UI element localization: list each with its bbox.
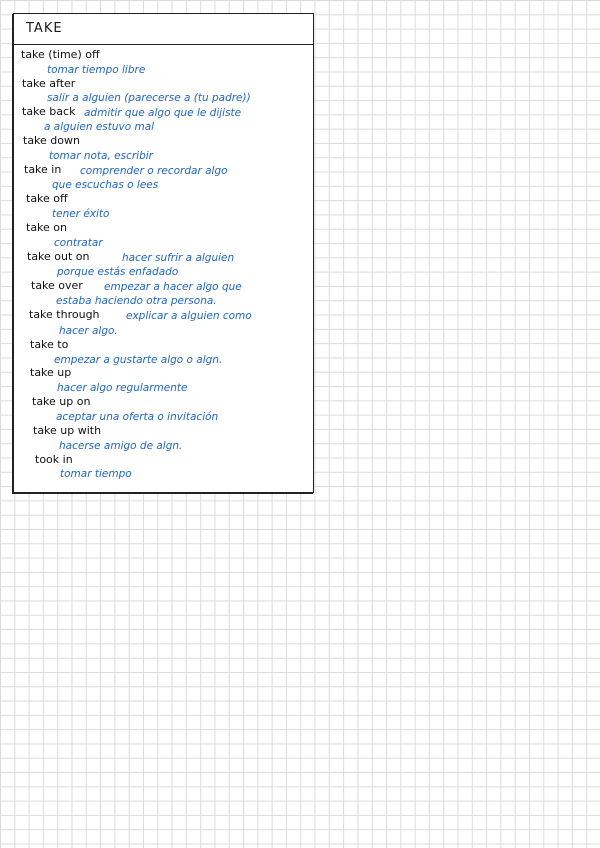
definition-take-back: admitir que algo que le dijiste bbox=[84, 107, 242, 119]
definition-took-in: tomar tiempo bbox=[60, 468, 132, 480]
definition-take-through-cont: hacer algo. bbox=[59, 325, 118, 337]
definition-take-up: hacer algo regularmente bbox=[57, 382, 188, 394]
definition-take-in: comprender o recordar algo bbox=[80, 165, 228, 177]
phrase-take-off: take off bbox=[26, 192, 68, 205]
phrase-take-up: take up bbox=[30, 366, 72, 379]
definition-take-out-on-cont: porque estás enfadado bbox=[57, 266, 179, 278]
phrase-take-up-with: take up with bbox=[33, 424, 102, 437]
definition-take-to: empezar a gustarte algo o algn. bbox=[54, 354, 223, 366]
definition-take-over: empezar a hacer algo que bbox=[104, 281, 242, 293]
phrase-take-out-on: take out on bbox=[27, 250, 90, 263]
phrase-take-over: take over bbox=[31, 279, 83, 292]
definition-take-up-on: aceptar una oferta o invitación bbox=[56, 411, 219, 423]
phrase-took-in: took in bbox=[35, 453, 73, 466]
card-header bbox=[14, 14, 313, 45]
definition-take-on: contratar bbox=[54, 237, 103, 249]
definition-take-back-cont: a alguien estuvo mal bbox=[44, 121, 155, 133]
definition-take-through: explicar a alguien como bbox=[126, 310, 252, 322]
phrase-take-after: take after bbox=[22, 77, 76, 90]
definition-take-out-on: hacer sufrir a alguien bbox=[122, 252, 235, 264]
phrase-take-back: take back bbox=[22, 105, 76, 118]
definition-take-after: salir a alguien (parecerse a (tu padre)) bbox=[47, 92, 251, 104]
phrase-take-through: take through bbox=[29, 308, 100, 321]
phrase-take-up-on: take up on bbox=[32, 395, 91, 408]
phrase-take-in: take in bbox=[24, 163, 62, 176]
phrase-take-down: take down bbox=[23, 134, 80, 147]
phrase-take-on: take on bbox=[26, 221, 67, 234]
definition-take-up-with: hacerse amigo de algn. bbox=[59, 440, 183, 452]
page-title: TAKE bbox=[26, 21, 63, 36]
definition-take-off: tener éxito bbox=[52, 208, 110, 220]
phrase-take-to: take to bbox=[30, 338, 69, 351]
definition-take-in-cont: que escuchas o lees bbox=[52, 179, 159, 191]
definition-take-time-off: tomar tiempo libre bbox=[47, 64, 146, 76]
entries-list bbox=[14, 45, 313, 492]
phrase-take-time-off: take (time) off bbox=[21, 48, 100, 61]
definition-take-down: tomar nota, escribir bbox=[49, 150, 154, 162]
definition-take-over-cont: estaba haciendo otra persona. bbox=[56, 295, 217, 307]
notebook-card bbox=[13, 13, 314, 493]
